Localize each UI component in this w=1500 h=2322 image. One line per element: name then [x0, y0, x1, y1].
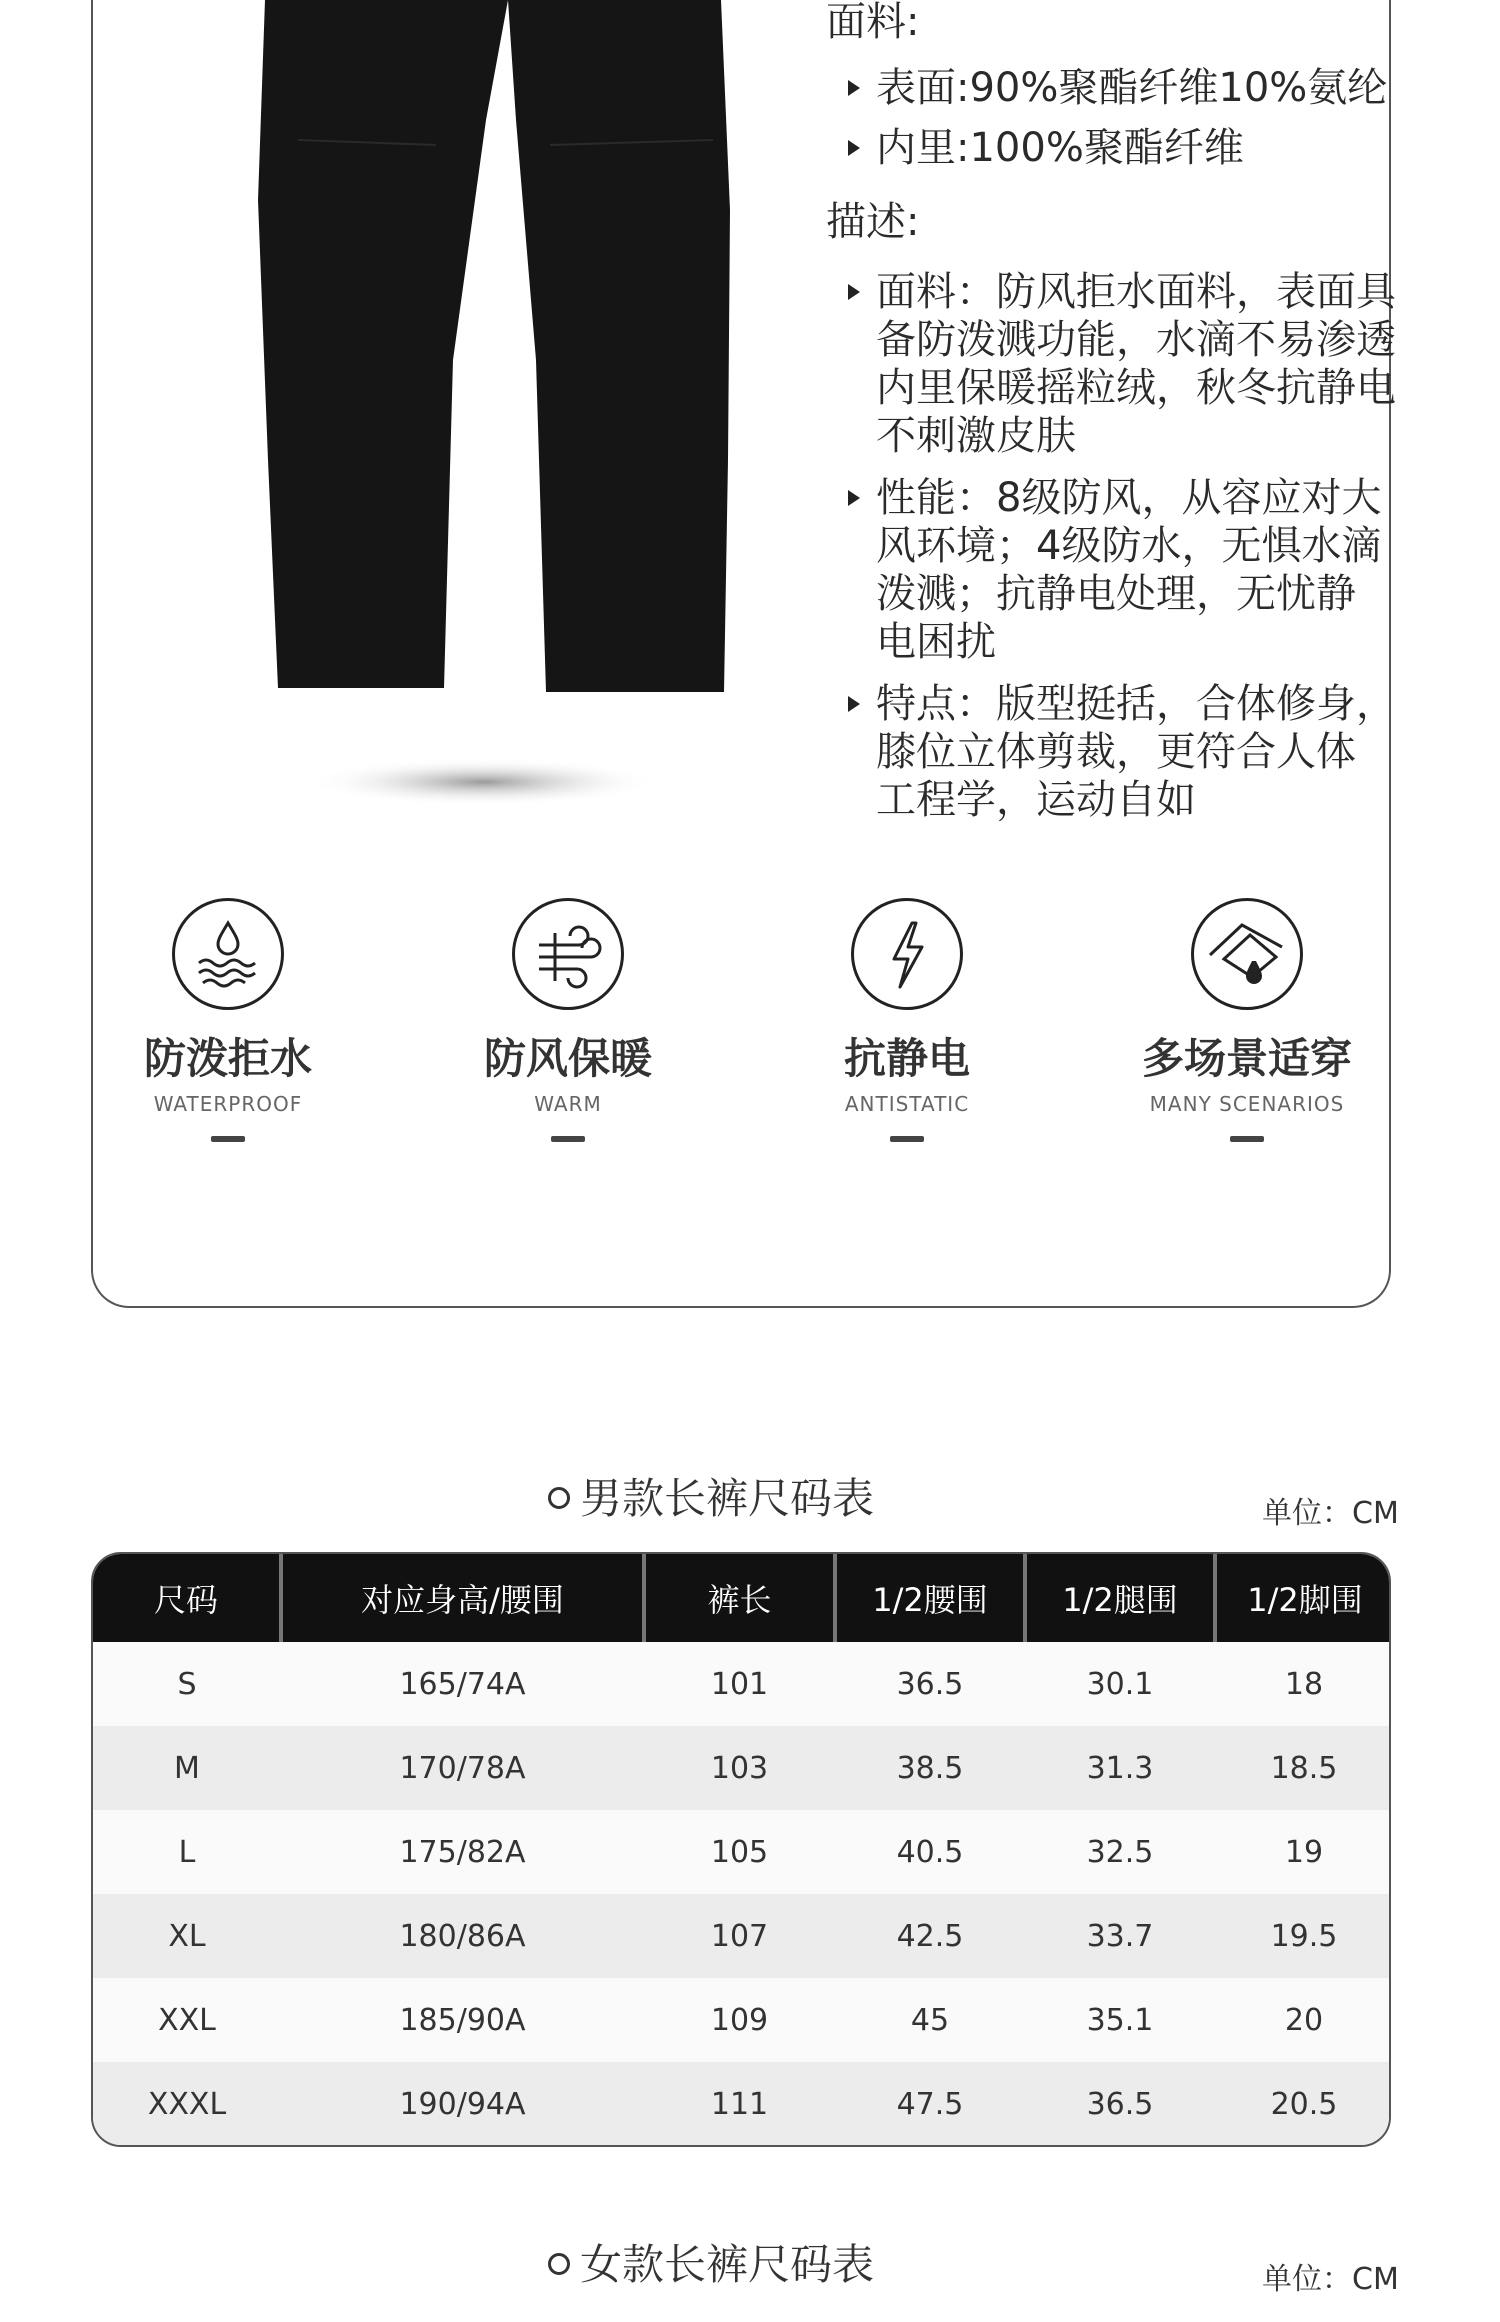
- circle-bullet-icon: [548, 1487, 570, 1509]
- bullet-triangle-icon: [848, 80, 860, 96]
- table-row: [93, 1810, 1391, 1894]
- table-cell: 30.1: [1025, 1642, 1215, 1726]
- table-cell: 38.5: [835, 1726, 1025, 1810]
- header-cell: 1/2腿围: [1025, 1554, 1215, 1642]
- feature-dash: [890, 1136, 924, 1142]
- table-cell: 18: [1215, 1642, 1391, 1726]
- header-cell: 1/2腰围: [835, 1554, 1025, 1642]
- table-cell: 190/94A: [281, 2062, 644, 2146]
- fabric-heading: 面料:: [826, 0, 920, 45]
- fabric-item: 内里:100%聚酯纤维: [848, 124, 1448, 172]
- bullet-triangle-icon: [848, 284, 860, 300]
- water-drop-waves-icon: [172, 898, 284, 1010]
- bullet-triangle-icon: [848, 490, 860, 506]
- table-cell: 185/90A: [281, 1978, 644, 2062]
- table-cell: 19: [1215, 1810, 1391, 1894]
- header-cell: 尺码: [93, 1554, 281, 1642]
- table-cell: 170/78A: [281, 1726, 644, 1810]
- feature-dash: [211, 1136, 245, 1142]
- feature-warm: 防风保暖 WARM: [448, 898, 688, 1142]
- table-row: [93, 1978, 1391, 2062]
- feature-scenarios: 多场景适穿 MANY SCENARIOS: [1127, 898, 1367, 1142]
- table-cell: 42.5: [835, 1894, 1025, 1978]
- table-cell: 107: [644, 1894, 835, 1978]
- bullet-triangle-icon: [848, 140, 860, 156]
- table-cell: 111: [644, 2062, 835, 2146]
- table-cell: 105: [644, 1810, 835, 1894]
- table-cell: 40.5: [835, 1810, 1025, 1894]
- feature-dash: [1230, 1136, 1264, 1142]
- bullet-triangle-icon: [848, 696, 860, 712]
- fabric-item: 表面:90%聚酯纤维10%氨纶: [848, 64, 1448, 112]
- table-row: [93, 1726, 1391, 1810]
- desc-item: 面料：防风拒水面料，表面具 备防泼溅功能，水滴不易渗透 内里保暖摇粒绒，秋冬抗静电 不刺激皮肤: [848, 268, 1448, 460]
- table-cell: 35.1: [1025, 1978, 1215, 2062]
- table-row: [93, 2062, 1391, 2146]
- table-cell: XXXL: [93, 2062, 281, 2146]
- header-cell: 1/2脚围: [1215, 1554, 1391, 1642]
- table-cell: 109: [644, 1978, 835, 2062]
- desc-item: 特点：版型挺括，合体修身， 膝位立体剪裁，更符合人体 工程学，运动自如: [848, 680, 1448, 824]
- table-cell: L: [93, 1810, 281, 1894]
- feature-dash: [551, 1136, 585, 1142]
- feature-antistatic: 抗静电 ANTISTATIC: [787, 898, 1027, 1142]
- table-cell: 20.5: [1215, 2062, 1391, 2146]
- wind-icon: [512, 898, 624, 1010]
- table-cell: 103: [644, 1726, 835, 1810]
- table-cell: 20: [1215, 1978, 1391, 2062]
- table-cell: 175/82A: [281, 1810, 644, 1894]
- feature-waterproof: 防泼拒水 WATERPROOF: [108, 898, 348, 1142]
- table-cell: 36.5: [835, 1642, 1025, 1726]
- table-cell: 47.5: [835, 2062, 1025, 2146]
- table-row: [93, 1894, 1391, 1978]
- table-cell: 18.5: [1215, 1726, 1391, 1810]
- table-cell: 45: [835, 1978, 1025, 2062]
- table-cell: 165/74A: [281, 1642, 644, 1726]
- table-cell: 31.3: [1025, 1726, 1215, 1810]
- lightning-icon: [851, 898, 963, 1010]
- table-cell: XXL: [93, 1978, 281, 2062]
- table-cell: M: [93, 1726, 281, 1810]
- desc-heading: 描述:: [826, 199, 920, 245]
- women-table-title: 女款长裤尺码表: [548, 2232, 874, 2292]
- table-cell: S: [93, 1642, 281, 1726]
- pants-image: [258, 0, 738, 820]
- women-table-unit: 单位：CM: [1262, 2262, 1399, 2297]
- desc-item: 性能：8级防风，从容应对大 风环境；4级防水，无惧水滴 泼溅；抗静电处理，无忧静 电困扰: [848, 474, 1448, 666]
- table-cell: 180/86A: [281, 1894, 644, 1978]
- men-table-unit: 单位：CM: [1262, 1496, 1399, 1531]
- men-size-table: [91, 1552, 1391, 2147]
- circle-bullet-icon: [548, 2253, 570, 2275]
- men-table-title: 男款长裤尺码表: [548, 1466, 874, 1526]
- table-header-row: [93, 1554, 1391, 1642]
- table-cell: 36.5: [1025, 2062, 1215, 2146]
- table-row: [93, 1642, 1391, 1726]
- table-cell: 32.5: [1025, 1810, 1215, 1894]
- scenes-icon: [1191, 898, 1303, 1010]
- header-cell: 对应身高/腰围: [281, 1554, 644, 1642]
- table-cell: 33.7: [1025, 1894, 1215, 1978]
- table-cell: XL: [93, 1894, 281, 1978]
- table-cell: 19.5: [1215, 1894, 1391, 1978]
- table-cell: 101: [644, 1642, 835, 1726]
- header-cell: 裤长: [644, 1554, 835, 1642]
